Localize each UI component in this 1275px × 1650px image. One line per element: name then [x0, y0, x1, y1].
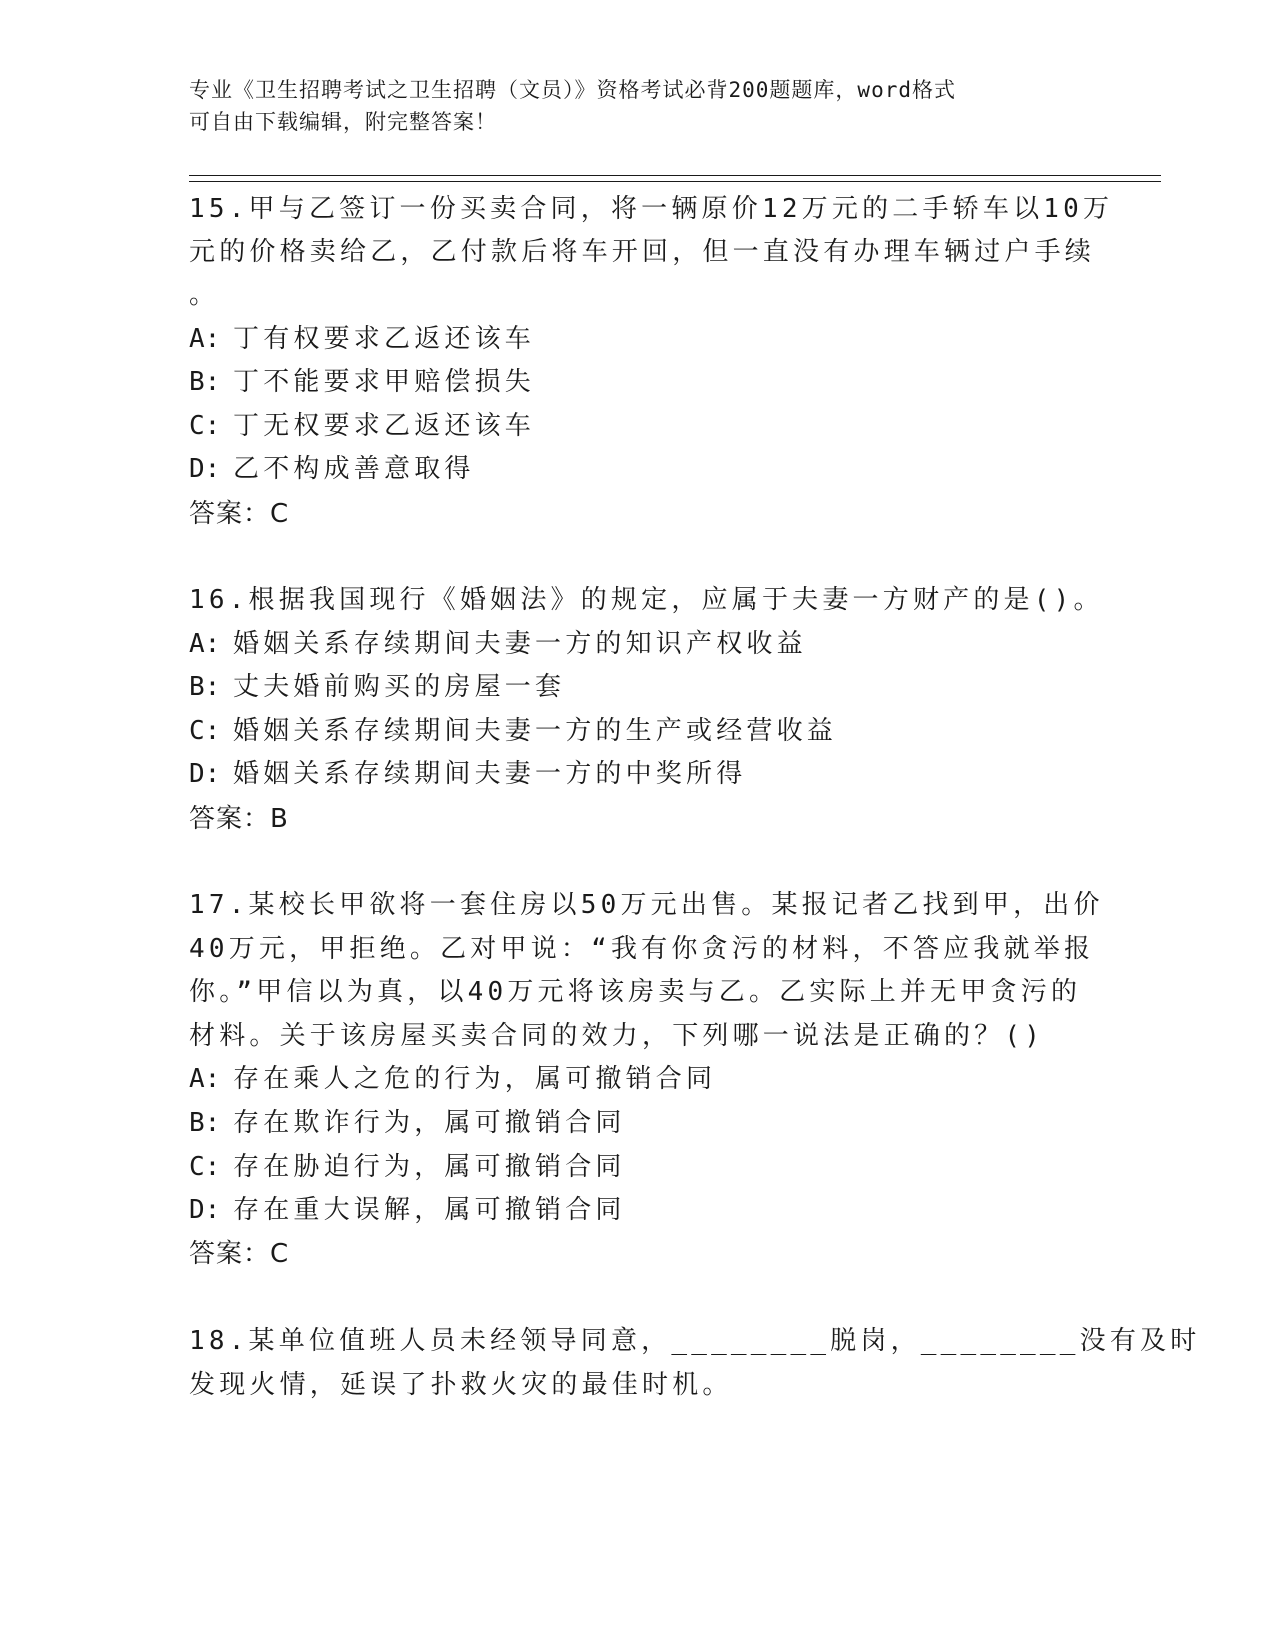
answer-line: 答案：C	[189, 499, 290, 529]
question-stem-line: 17.某校长甲欲将一套住房以50万元出售。某报记者乙找到甲，出价	[189, 890, 1104, 920]
option-text: 丁无权要求乙返还该车	[233, 411, 536, 441]
option-a	[189, 1058, 716, 1095]
option-text: 丁有权要求乙返还该车	[233, 324, 536, 354]
question-stem-line: 18.某单位值班人员未经领导同意，________脱岗，________没有及时	[189, 1326, 1201, 1356]
header-divider-bottom	[189, 181, 1161, 182]
option-c	[189, 1146, 626, 1183]
header-line-1: 专业《卫生招聘考试之卫生招聘（文员）》资格考试必背200题题库，word格式	[189, 78, 956, 102]
question-stem-line: 发现火情，延误了扑救火灾的最佳时机。	[189, 1370, 733, 1400]
option-text: 丈夫婚前购买的房屋一套	[233, 672, 566, 702]
option-d	[189, 448, 475, 485]
option-key: B:	[189, 367, 221, 397]
option-key: C:	[189, 411, 221, 441]
option-b	[189, 666, 565, 703]
option-a	[189, 318, 535, 355]
answer-line: 答案：B	[189, 804, 289, 834]
option-c	[189, 710, 837, 747]
option-key: D:	[189, 454, 221, 484]
option-text: 婚姻关系存续期间夫妻一方的中奖所得	[233, 759, 747, 789]
question-stem-line: 你。”甲信以为真，以40万元将该房卖与乙。乙实际上并无甲贪污的	[189, 977, 1082, 1007]
option-key: A:	[189, 629, 221, 659]
option-b	[189, 1102, 626, 1139]
option-key: B:	[189, 1108, 221, 1138]
option-a	[189, 623, 807, 660]
question-stem-line: 16.根据我国现行《婚姻法》的规定，应属于夫妻一方财产的是()。	[189, 585, 1104, 615]
option-d	[189, 1189, 626, 1226]
option-key: A:	[189, 1064, 221, 1094]
question-stem-line: 材料。关于该房屋买卖合同的效力，下列哪一说法是正确的？()	[189, 1021, 1045, 1051]
option-d	[189, 753, 746, 790]
option-text: 存在胁迫行为，属可撤销合同	[233, 1152, 626, 1182]
option-key: C:	[189, 1152, 221, 1182]
question-stem-line: 。	[189, 280, 220, 310]
option-c	[189, 405, 535, 442]
option-text: 存在乘人之危的行为，属可撤销合同	[233, 1064, 717, 1094]
option-text: 乙不构成善意取得	[233, 454, 475, 484]
question-stem-line: 15.甲与乙签订一份买卖合同，将一辆原价12万元的二手轿车以10万	[189, 194, 1114, 224]
option-text: 存在重大误解，属可撤销合同	[233, 1195, 626, 1225]
document-header	[189, 74, 1089, 138]
option-key: C:	[189, 716, 221, 746]
answer-line: 答案：C	[189, 1239, 290, 1269]
question-stem-line: 40万元，甲拒绝。乙对甲说：“我有你贪污的材料，不答应我就举报	[189, 934, 1095, 964]
option-key: A:	[189, 324, 221, 354]
header-line-2: 可自由下载编辑，附完整答案！	[189, 110, 497, 134]
option-b	[189, 361, 535, 398]
option-text: 存在欺诈行为，属可撤销合同	[233, 1108, 626, 1138]
option-key: B:	[189, 672, 221, 702]
option-text: 婚姻关系存续期间夫妻一方的生产或经营收益	[233, 716, 838, 746]
option-text: 婚姻关系存续期间夫妻一方的知识产权收益	[233, 629, 807, 659]
question-stem-line: 元的价格卖给乙，乙付款后将车开回，但一直没有办理车辆过户手续	[189, 237, 1096, 267]
option-key: D:	[189, 759, 221, 789]
option-text: 丁不能要求甲赔偿损失	[233, 367, 536, 397]
header-divider-top	[189, 175, 1161, 176]
option-key: D:	[189, 1195, 221, 1225]
